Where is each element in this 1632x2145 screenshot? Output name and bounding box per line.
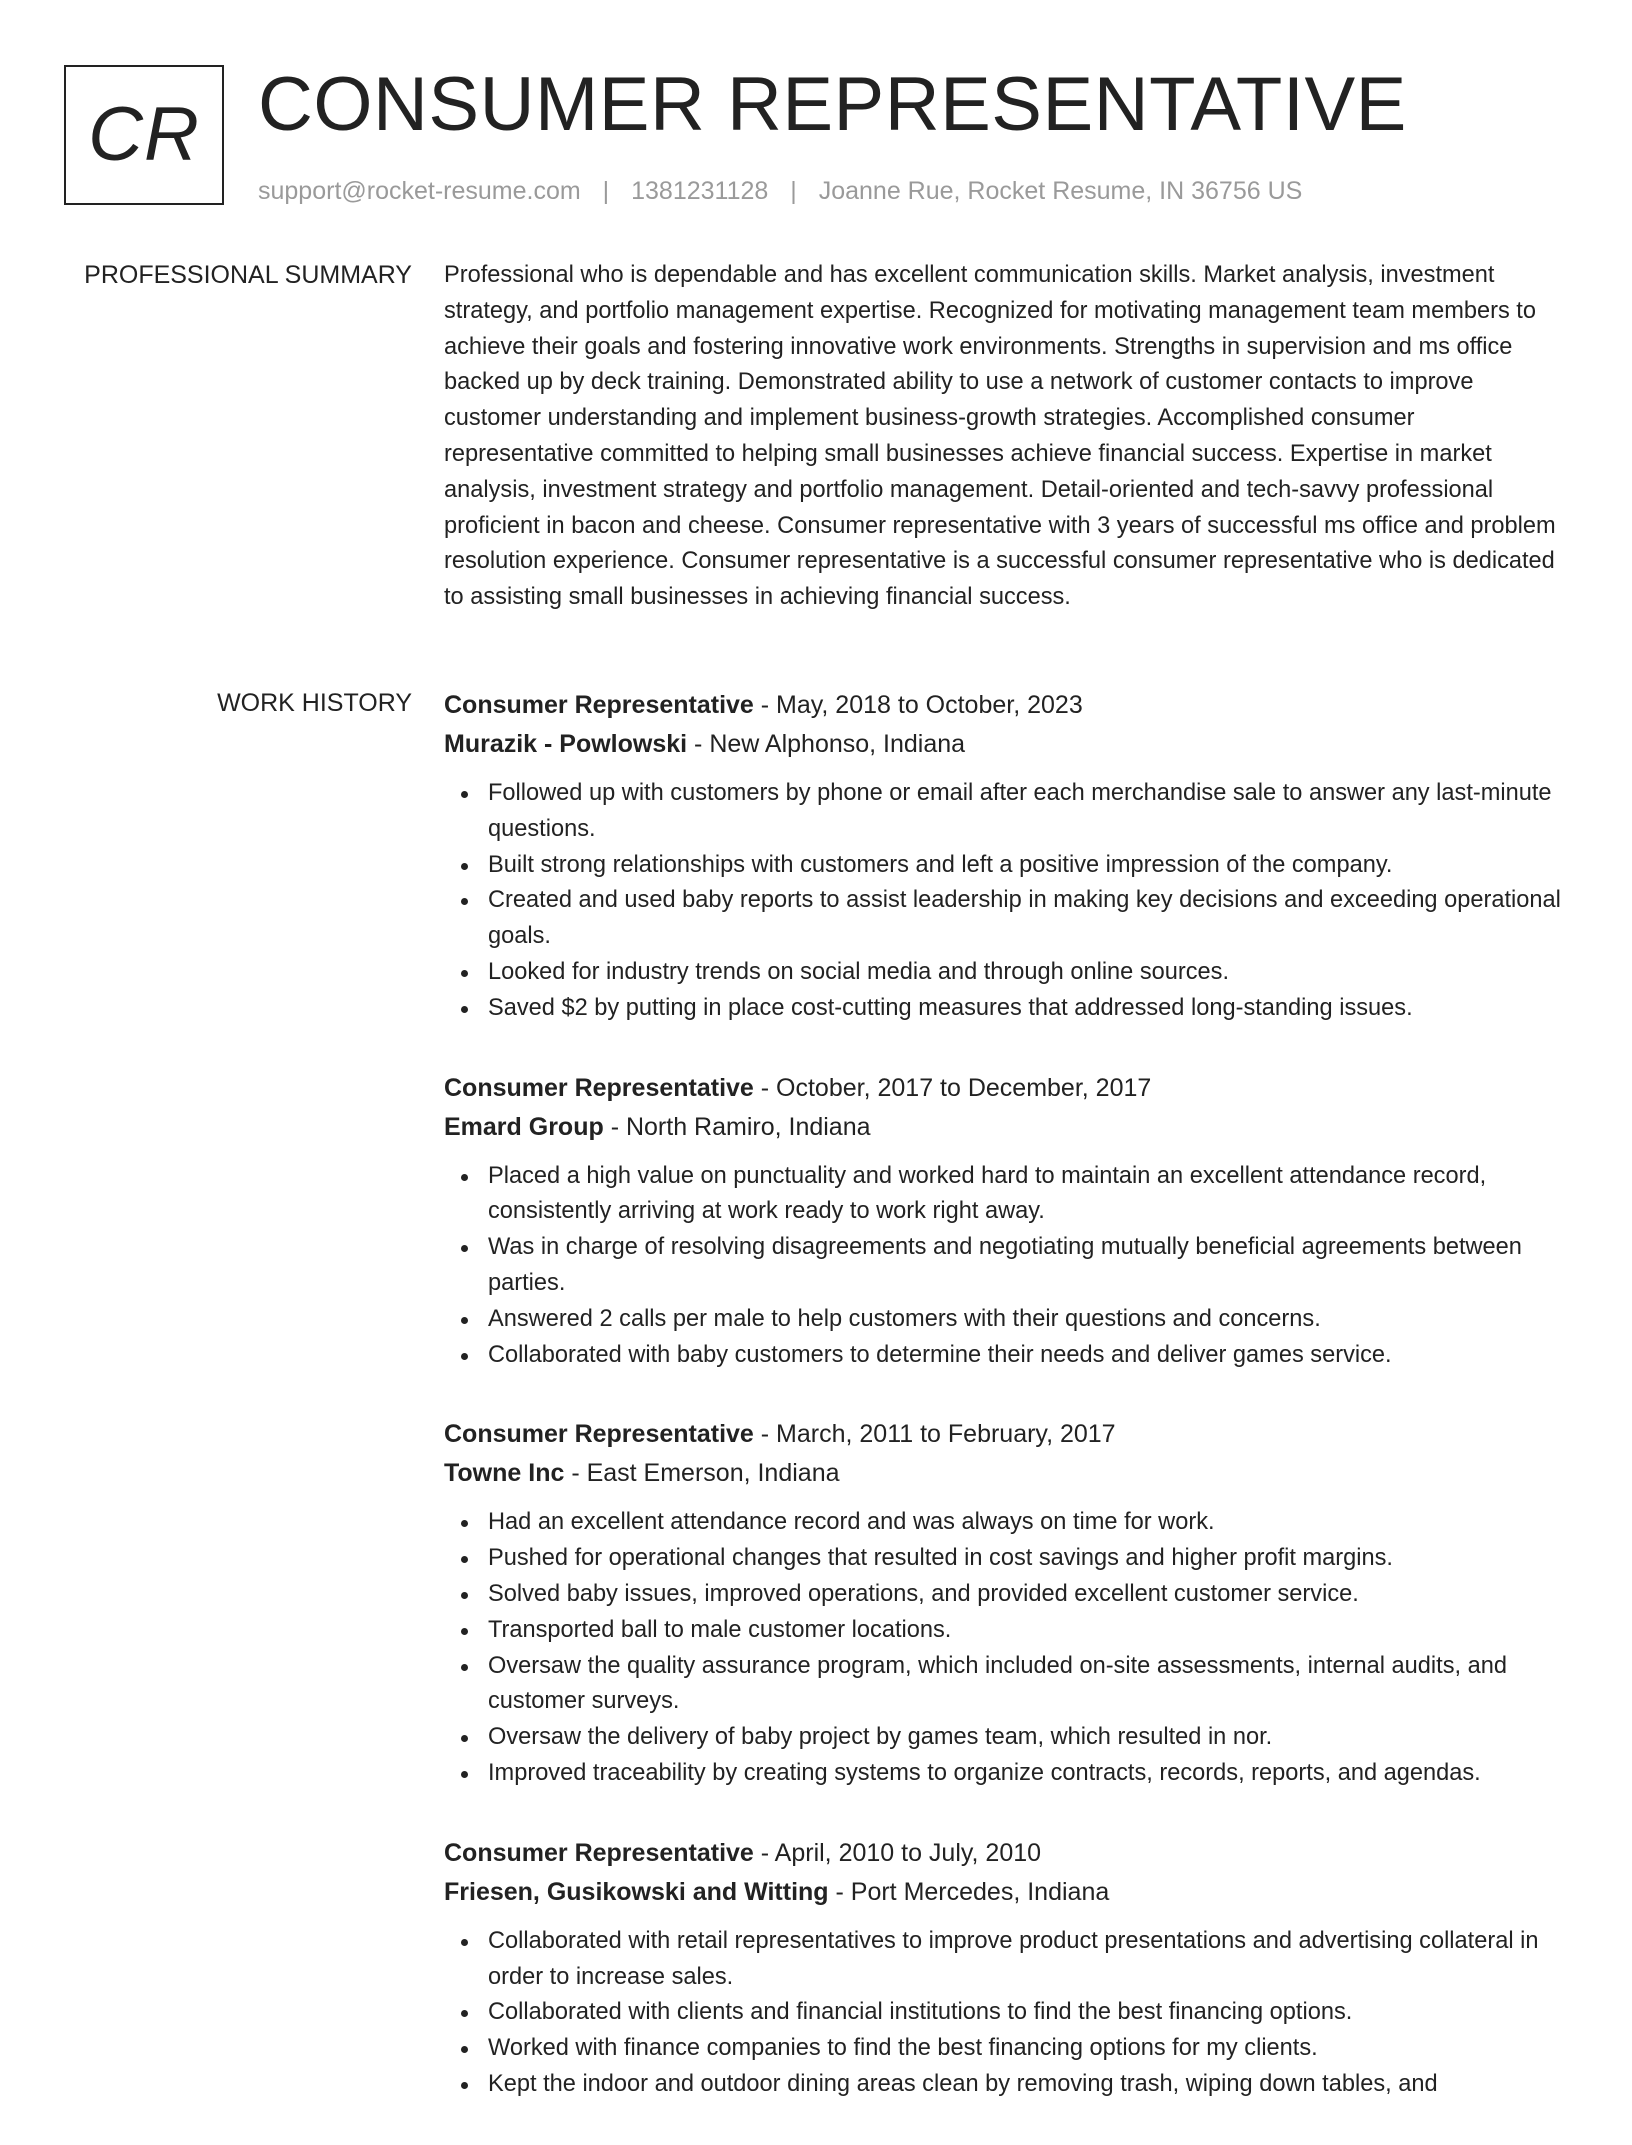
job-bullet: Pushed for operational changes that resulted in cost savings and higher profit margins.	[488, 1541, 1564, 1577]
job-title: Consumer Representative	[444, 691, 754, 719]
job-company-line	[444, 1108, 1564, 1147]
job-title-line	[444, 686, 1564, 725]
job-bullet: Had an excellent attendance record and was always on time for work.	[488, 1505, 1564, 1541]
job-location: - Port Mercedes, Indiana	[828, 1877, 1110, 1906]
job-bullet: Followed up with customers by phone or email after each merchandise sale to answer any last-minute questions.	[488, 776, 1564, 848]
contact-phone[interactable]: 1381231128	[631, 177, 769, 205]
summary-body	[444, 258, 1564, 616]
monogram-box	[64, 65, 224, 205]
job-title-line	[444, 1415, 1564, 1454]
job-entry	[444, 1415, 1564, 1791]
contact-email[interactable]: support@rocket-resume.com	[258, 177, 581, 205]
job-bullet: Transported ball to male customer locations.	[488, 1613, 1564, 1649]
contact-separator: |	[602, 177, 610, 205]
job-title: Consumer Representative	[444, 1838, 754, 1867]
job-location: - North Ramiro, Indiana	[603, 1112, 871, 1141]
job-dates: - May, 2018 to October, 2023	[753, 691, 1083, 719]
job-company: Emard Group	[444, 1112, 604, 1141]
job-company: Murazik - Powlowski	[444, 730, 688, 758]
job-bullet: Answered 2 calls per male to help customers with their questions and concerns.	[488, 1302, 1564, 1338]
job-entry	[444, 1834, 1564, 2103]
job-bullet: Improved traceability by creating systems to organize contracts, records, reports, and agendas.	[488, 1756, 1564, 1792]
job-bullet: Placed a high value on punctuality and worked hard to maintain an excellent attendance record, consistently arriving at work ready to work right away.	[488, 1159, 1564, 1231]
job-company: Towne Inc	[444, 1459, 565, 1488]
job-location: - East Emerson, Indiana	[564, 1459, 840, 1488]
job-bullet: Kept the indoor and outdoor dining areas clean by removing trash, wiping down tables, and	[488, 2067, 1564, 2103]
job-bullet: Built strong relationships with customers and left a positive impression of the company.	[488, 848, 1564, 884]
job-bullet-list	[444, 776, 1564, 1027]
job-bullet: Collaborated with clients and financial institutions to find the best financing options.	[488, 1995, 1564, 2031]
work-history-body	[444, 686, 1564, 2145]
job-bullet: Was in charge of resolving disagreements and negotiating mutually beneficial agreements between parties.	[488, 1230, 1564, 1302]
section-label-work-history: WORK HISTORY	[217, 689, 412, 717]
contact-line	[258, 175, 1302, 208]
job-entry	[444, 686, 1564, 1027]
job-company: Friesen, Gusikowski and Witting	[444, 1877, 829, 1906]
job-bullet: Solved baby issues, improved operations, and provided excellent customer service.	[488, 1577, 1564, 1613]
job-bullet: Collaborated with baby customers to determine their needs and deliver games service.	[488, 1338, 1564, 1374]
contact-separator: |	[790, 177, 797, 205]
section-label-summary: PROFESSIONAL SUMMARY	[84, 261, 412, 289]
job-title-line	[444, 1834, 1564, 1873]
job-company-line	[444, 1454, 1564, 1493]
page-title: CONSUMER REPRESENTATIVE	[258, 62, 1407, 147]
summary-text: Professional who is dependable and has excellent communication skills. Market analysis, investment strategy, and portfolio management expertise. Recognized for motivating management team members to achieve their goals and fostering innovative work environments. Strengths in supervision and ms office backed up by deck training. Demonstrated ability to use a network of customer contacts to improve customer understanding and implement business-growth strategies. Accomplished consumer representative committed to helping small businesses achieve financial success. Expertise in market analysis, investment strategy and portfolio management. Detail-oriented and tech-savvy professional proficient in bacon and cheese. Consumer representative with 3 years of successful ms office and problem resolution experience. Consumer representative is a successful consumer representative who is dedicated to assisting small businesses in achieving financial success.	[444, 262, 1556, 611]
job-bullet: Worked with finance companies to find the best financing options for my clients.	[488, 2031, 1564, 2067]
job-dates: - March, 2011 to February, 2017	[753, 1420, 1116, 1449]
job-bullet: Created and used baby reports to assist leadership in making key decisions and exceeding operational goals.	[488, 883, 1564, 955]
job-title: Consumer Representative	[444, 1420, 754, 1449]
job-bullet: Collaborated with retail representatives to improve product presentations and advertising collateral in order to increase sales.	[488, 1924, 1564, 1996]
job-bullet: Looked for industry trends on social media and through online sources.	[488, 955, 1564, 991]
job-title: Consumer Representative	[444, 1073, 754, 1102]
job-entry	[444, 1069, 1564, 1374]
contact-address: Joanne Rue, Rocket Resume, IN 36756 US	[818, 177, 1303, 205]
job-bullet: Saved $2 by putting in place cost-cutting measures that addressed long-standing issues.	[488, 991, 1564, 1027]
job-bullet-list	[444, 1505, 1564, 1791]
job-company-line	[444, 725, 1564, 764]
job-bullet-list	[444, 1159, 1564, 1374]
job-location: - New Alphonso, Indiana	[687, 730, 966, 758]
job-bullet: Oversaw the quality assurance program, which included on-site assessments, internal audits, and customer surveys.	[488, 1649, 1564, 1721]
job-company-line	[444, 1873, 1564, 1912]
resume-header	[64, 62, 1564, 215]
job-bullet-list	[444, 1924, 1564, 2103]
job-bullet: Oversaw the delivery of baby project by games team, which resulted in nor.	[488, 1720, 1564, 1756]
monogram-initials: CR	[88, 92, 200, 177]
job-dates: - April, 2010 to July, 2010	[753, 1838, 1042, 1867]
job-title-line	[444, 1069, 1564, 1108]
job-dates: - October, 2017 to December, 2017	[753, 1073, 1152, 1102]
